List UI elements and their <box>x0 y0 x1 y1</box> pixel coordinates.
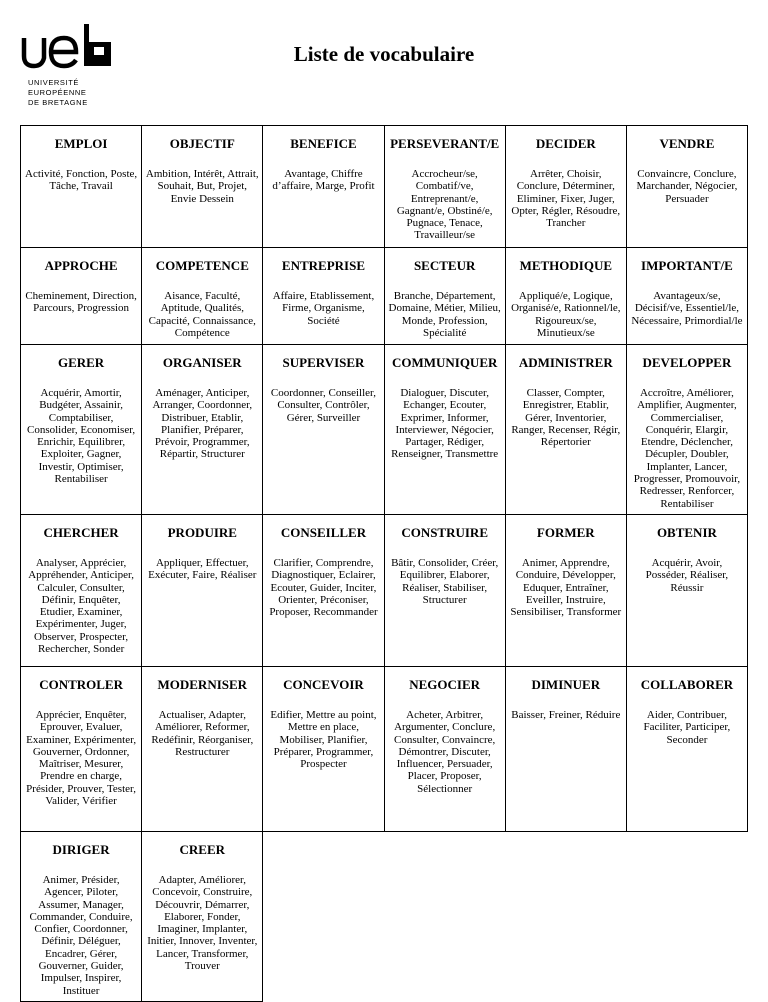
table-row <box>21 666 748 831</box>
vocab-cell <box>21 126 142 248</box>
vocab-cell <box>21 666 142 831</box>
synonyms: Appliquer, Effectuer, Exécuter, Faire, Réaliser <box>148 556 257 582</box>
vocab-cell <box>142 248 263 345</box>
synonyms: Analyser, Apprécier, Appréhender, Anticiper, Calculer, Consulter, Définir, Enquêter, Etudier, Examiner, Expérimenter, Juger, Observer, Prospecter, Rechercher, Sonder <box>28 556 134 656</box>
term-heading: METHODIQUE <box>519 258 613 273</box>
empty-cell <box>263 831 384 1001</box>
empty-cell <box>505 831 626 1001</box>
synonyms: Convaincre, Conclure, Marchander, Négocier, Persuader <box>636 168 738 205</box>
term-heading: EMPLOI <box>54 136 108 151</box>
table-row <box>21 126 748 248</box>
synonyms: Branche, Département, Domaine, Métier, Milieu, Monde, Profession, Spécialité <box>388 290 501 339</box>
synonyms: Animer, Apprendre, Conduire, Développer, Eduquer, Entraîner, Eveiller, Instruire, Sensibiliser, Transformer <box>510 556 622 619</box>
vocab-cell <box>626 514 747 666</box>
term-heading: CONTROLER <box>39 676 123 692</box>
term-heading: ENTREPRISE <box>281 258 365 273</box>
vocab-cell <box>263 248 384 345</box>
vocab-cell <box>142 514 263 666</box>
term-heading: DIMINUER <box>531 676 601 692</box>
synonyms: Dialoguer, Discuter, Echanger, Ecouter, Exprimer, Informer, Interviewer, Négocier, Partager, Rédiger, Renseigner, Transmettre <box>391 387 499 461</box>
term-heading: CHERCHER <box>43 524 119 540</box>
table-row <box>21 514 748 666</box>
vocab-cell <box>21 514 142 666</box>
logo-line: EUROPÉENNE <box>28 88 87 97</box>
vocab-cell <box>263 345 384 515</box>
term-heading: CONSTRUIRE <box>401 524 488 540</box>
term-heading: ORGANISER <box>162 355 242 370</box>
synonyms: Aider, Contribuer, Faciliter, Participer, Seconder <box>643 708 731 746</box>
term-heading: FORMER <box>536 524 595 540</box>
synonyms: Acquérir, Avoir, Posséder, Réaliser, Réussir <box>645 556 729 594</box>
page-title: Liste de vocabulaire <box>293 42 475 66</box>
term-heading: OBJECTIF <box>169 136 235 151</box>
term-heading: IMPORTANT/E <box>641 258 733 273</box>
vocab-cell <box>505 666 626 831</box>
vocab-cell <box>384 248 505 345</box>
synonyms: Arrêter, Choisir, Conclure, Déterminer, Eliminer, Fixer, Juger, Opter, Régler, Résoudre, Trancher <box>511 168 621 230</box>
vocab-cell <box>626 248 747 345</box>
synonyms: Acheter, Arbitrer, Argumenter, Conclure, Consulter, Convaincre, Démontrer, Discuter, Influencer, Persuader, Placer, Proposer, Sélectionner <box>394 708 496 795</box>
synonyms: Edifier, Mettre au point, Mettre en place, Mobiliser, Planifier, Préparer, Programmer, Prospecter <box>270 708 377 771</box>
synonyms: Accroître, Améliorer, Amplifier, Augmenter, Commercialiser, Conquérir, Elargir, Etendre, Déclencher, Décupler, Doubler, Implanter, Lancer, Progresser, Promouvoir, Redresser, Renforcer, Rentabiliser <box>633 387 741 510</box>
term-heading: ADMINISTRER <box>518 355 613 370</box>
vocab-cell <box>142 126 263 248</box>
table-row <box>21 248 748 345</box>
term-heading: COMMUNIQUER <box>391 355 498 370</box>
vocab-cell <box>142 345 263 515</box>
synonyms: Animer, Présider, Agencer, Piloter, Assumer, Manager, Commander, Conduire, Confier, Coordonner, Définir, Déléguer, Encadrer, Gérer, Gouverner, Guider, Impulser, Inspirer, Instituer <box>29 873 133 997</box>
synonyms: Clarifier, Comprendre, Diagnostiquer, Eclairer, Ecouter, Guider, Inciter, Orienter, Préconiser, Proposer, Recommander <box>269 556 378 619</box>
synonyms: Bâtir, Consolider, Créer, Equilibrer, Elaborer, Réaliser, Stabiliser, Structurer <box>391 556 499 606</box>
synonyms: Coordonner, Conseiller, Consulter, Contrôler, Gérer, Surveiller <box>270 387 377 424</box>
term-heading: SUPERVISER <box>282 355 365 370</box>
vocab-cell <box>21 831 142 1001</box>
synonyms: Adapter, Améliorer, Concevoir, Construire, Découvrir, Démarrer, Elaborer, Fonder, Imaginer, Implanter, Initier, Innover, Inventer, Lancer, Transformer, Trouver <box>147 873 258 973</box>
vocab-cell <box>384 345 505 515</box>
vocabulary-table <box>20 125 748 1002</box>
vocab-cell <box>384 126 505 248</box>
synonyms: Affaire, Etablissement, Firme, Organisme, Société <box>272 290 375 327</box>
vocab-cell <box>505 345 626 515</box>
vocab-cell <box>505 514 626 666</box>
vocab-cell <box>21 345 142 515</box>
term-heading: NEGOCIER <box>409 676 481 692</box>
logo-text <box>28 78 128 108</box>
vocab-cell <box>142 831 263 1001</box>
term-heading: GERER <box>57 355 105 370</box>
synonyms: Acquérir, Amortir, Budgéter, Assainir, Comptabiliser, Consolider, Economiser, Enrichir, Equilibrer, Exploiter, Gagner, Investir, Optimiser, Rentabiliser <box>27 387 136 486</box>
term-heading: APPROCHE <box>44 258 118 273</box>
vocab-cell <box>626 345 747 515</box>
vocab-cell <box>384 666 505 831</box>
term-heading: COLLABORER <box>640 676 734 692</box>
empty-cell <box>384 831 505 1001</box>
vocab-cell <box>263 666 384 831</box>
vocab-cell <box>626 126 747 248</box>
synonyms: Baisser, Freiner, Réduire <box>511 708 621 721</box>
vocab-cell <box>263 126 384 248</box>
synonyms: Classer, Compter, Enregistrer, Etablir, Gérer, Inventorier, Ranger, Recenser, Régir, Répertorier <box>511 387 621 449</box>
synonyms: Aisance, Faculté, Aptitude, Qualités, Capacité, Connaissance, Compétence <box>148 290 256 339</box>
synonyms: Accrocheur/se, Combatif/ve, Entreprenant/e, Gagnant/e, Obstiné/e, Pugnace, Tenace, Travailleur/se <box>396 168 493 242</box>
synonyms: Activité, Fonction, Poste, Tâche, Travail <box>25 168 138 193</box>
term-heading: BENEFICE <box>290 136 357 151</box>
term-heading: DEVELOPPER <box>642 355 732 370</box>
vocab-cell <box>142 666 263 831</box>
term-heading: CONCEVOIR <box>283 676 364 692</box>
term-heading: PRODUIRE <box>167 524 237 540</box>
vocab-cell <box>626 666 747 831</box>
table-row <box>21 345 748 515</box>
term-heading: SECTEUR <box>413 258 476 273</box>
vocab-cell <box>21 248 142 345</box>
synonyms: Ambition, Intérêt, Attrait, Souhait, But, Projet, Envie Dessein <box>145 168 259 205</box>
term-heading: VENDRE <box>659 136 715 151</box>
term-heading: CREER <box>179 841 226 857</box>
term-heading: COMPETENCE <box>155 258 249 273</box>
table-row <box>21 831 748 1001</box>
empty-cell <box>626 831 747 1001</box>
logo-line: UNIVERSITÉ <box>28 78 80 87</box>
synonyms: Actualiser, Adapter, Améliorer, Reformer, Redéfinir, Réorganiser, Restructurer <box>151 708 254 758</box>
term-heading: CONSEILLER <box>280 524 367 540</box>
logo-line: DE BRETAGNE <box>28 98 88 107</box>
term-heading: MODERNISER <box>157 676 248 692</box>
term-heading: OBTENIR <box>656 524 717 540</box>
synonyms: Avantageux/se, Décisif/ve, Essentiel/le, Nécessaire, Primordial/le <box>631 290 743 327</box>
term-heading: PERSEVERANT/E <box>390 136 500 151</box>
term-heading: DIRIGER <box>52 841 110 857</box>
synonyms: Appliqué/e, Logique, Organisé/e, Rationnel/le, Rigoureux/se, Minutieux/se <box>511 290 621 339</box>
synonyms: Cheminement, Direction, Parcours, Progression <box>25 290 137 315</box>
vocab-cell <box>505 248 626 345</box>
synonyms: Apprécier, Enquêter, Eprouver, Evaluer, Examiner, Expérimenter, Gouverner, Ordonner, Maîtriser, Mesurer, Prendre en charge, Présider, Prouver, Tester, Valider, Vérifier <box>26 708 137 808</box>
vocab-cell <box>384 514 505 666</box>
vocab-cell <box>263 514 384 666</box>
synonyms: Avantage, Chiffre d’affaire, Marge, Profit <box>272 168 375 193</box>
term-heading: DECIDER <box>535 136 596 151</box>
synonyms: Aménager, Anticiper, Arranger, Coordonner, Distribuer, Etablir, Planifier, Préparer, Prévoir, Programmer, Répartir, Structurer <box>152 387 253 461</box>
vocab-cell <box>505 126 626 248</box>
